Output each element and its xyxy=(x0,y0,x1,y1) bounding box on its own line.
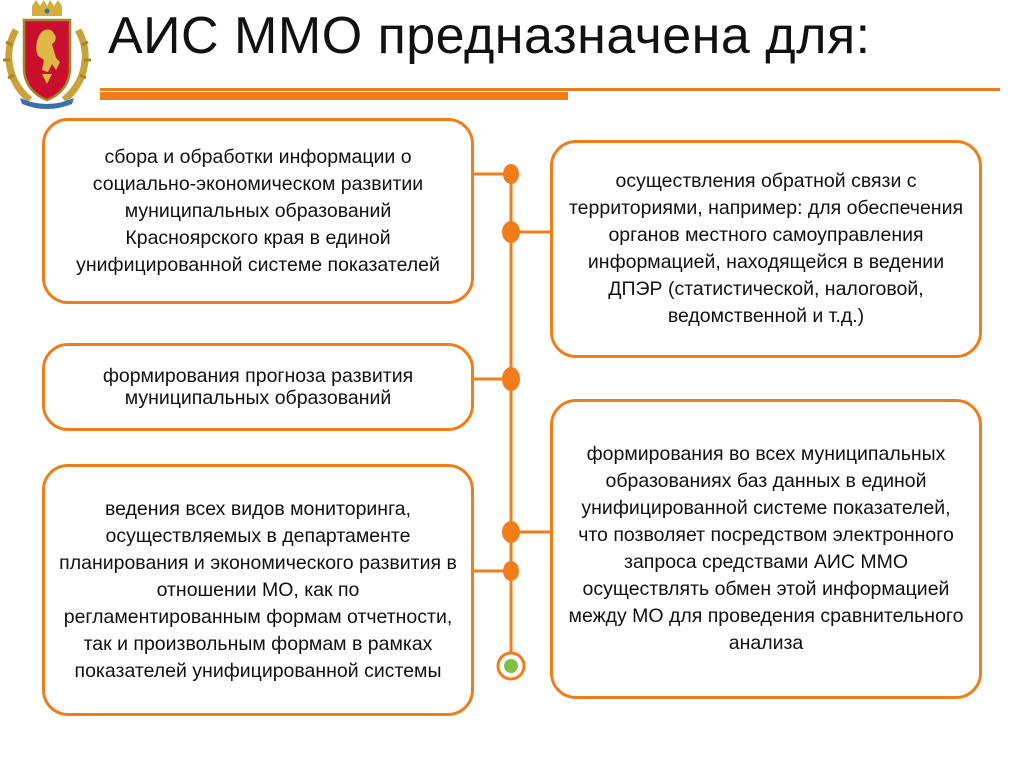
connector-dot-5 xyxy=(503,561,519,581)
connector-dot-4 xyxy=(502,521,520,543)
purpose-text: формирования во всех муниципальных образованиях баз данных в единой унифицированной системе показателей, что позволяет посредством электронного запроса средствами АИС ММО осуществлять обмен этой информацией между МО для проведения сравнительного анализа xyxy=(568,443,964,654)
purpose-text: осуществления обратной связи с территориями, например: для обеспечения органов местного самоуправления информацией, находящейся в ведении ДПЭР (статистической, налоговой, ведомственной и т.д.) xyxy=(568,170,964,327)
purpose-box-data-collection xyxy=(42,118,474,304)
connector-end-dot xyxy=(504,659,518,673)
connector-dot-2 xyxy=(502,221,520,243)
purpose-text: формирования прогноза развития муниципальных образований xyxy=(102,365,414,409)
page-title: АИС ММО предназначена для: xyxy=(108,7,871,65)
connector-dot-1 xyxy=(503,164,519,184)
purpose-text: сбора и обработки информации о социально-экономическом развитии муниципальных образований Красноярского края в единой унифицированной системе показателей xyxy=(76,145,440,276)
purpose-text: ведения всех видов мониторинга, осуществляемых в департаменте планирования и экономического развития в отношении МО, как по регламентированным формам отчетности, так и произвольным формам в рамках показателей унифицированной системы xyxy=(59,497,457,682)
purpose-box-feedback xyxy=(550,140,982,358)
purpose-box-forecast xyxy=(42,343,474,431)
connector-dot-3 xyxy=(502,367,520,391)
purpose-box-monitoring xyxy=(42,464,474,716)
purpose-box-databases xyxy=(550,399,982,699)
